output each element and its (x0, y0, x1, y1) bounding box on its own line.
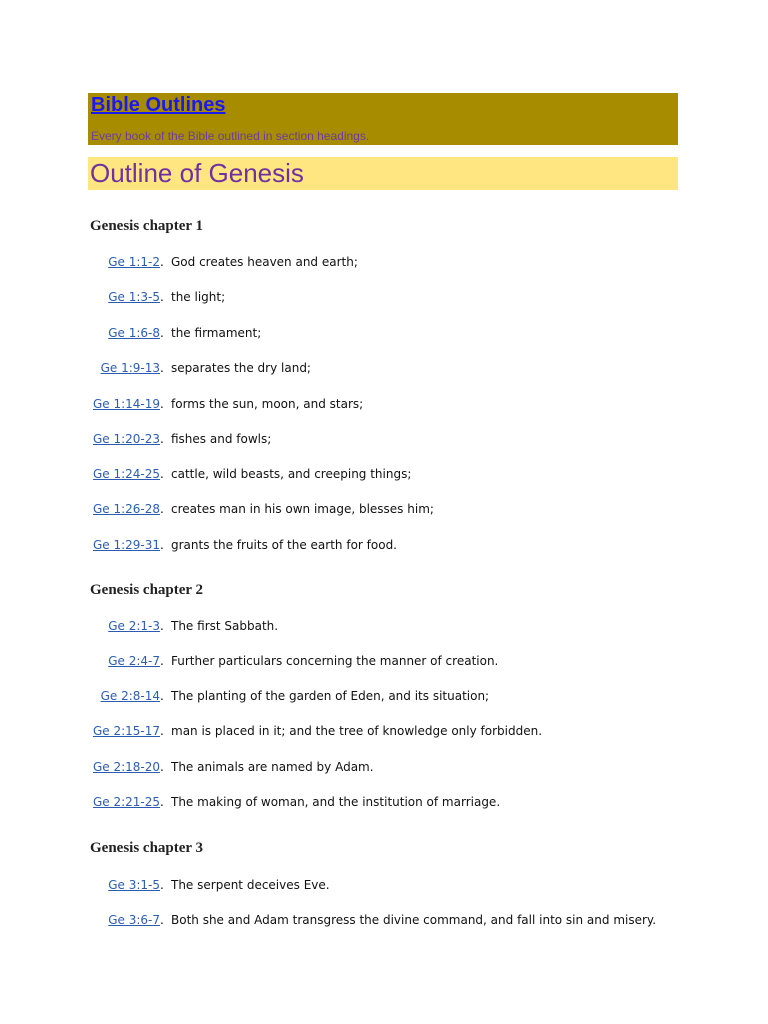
list-item: Ge 1:24-25 . cattle, wild beasts, and creeping things; (92, 467, 412, 481)
verse-link[interactable]: Ge 1:1-2 (108, 255, 160, 269)
verse-link[interactable]: Ge 2:4-7 (108, 654, 160, 668)
chapter-heading: Genesis chapter 3 (90, 840, 204, 856)
section-description: The serpent deceives Eve. (171, 878, 330, 892)
list-item: Ge 2:21-25 . The making of woman, and the institution of marriage. (92, 795, 501, 809)
list-item: Ge 2:1-3 . The first Sabbath. (108, 619, 279, 633)
verse-link[interactable]: Ge 1:9-13 (100, 361, 160, 375)
page-title-box (88, 157, 678, 190)
verse-link[interactable]: Ge 1:20-23 (92, 432, 160, 446)
list-item: Ge 2:8-14 . The planting of the garden of Eden, and its situation; (100, 689, 490, 703)
section-description: grants the fruits of the earth for food. (171, 538, 397, 552)
section-description: the light; (171, 290, 226, 304)
section-description: The animals are named by Adam. (171, 760, 374, 774)
list-item: Ge 2:15-17 . man is placed in it; and the tree of knowledge only forbidden. (92, 724, 543, 738)
section-description: Further particulars concerning the manner of creation. (171, 654, 499, 668)
section-description: The first Sabbath. (171, 619, 279, 633)
list-item: Ge 1:14-19 . forms the sun, moon, and stars; (92, 397, 364, 411)
section-description: The planting of the garden of Eden, and its situation; (171, 689, 490, 703)
verse-link[interactable]: Ge 1:6-8 (108, 326, 160, 340)
site-subtitle: Every book of the Bible outlined in section headings. (91, 129, 370, 143)
list-item: Ge 1:3-5 . the light; (108, 290, 226, 304)
list-item: Ge 1:9-13 . separates the dry land; (100, 361, 311, 375)
list-item: Ge 1:1-2 . God creates heaven and earth; (108, 255, 358, 269)
section-description: The making of woman, and the institution of marriage. (171, 795, 501, 809)
section-description: Both she and Adam transgress the divine command, and fall into sin and misery. (171, 913, 657, 927)
verse-link[interactable]: Ge 1:29-31 (92, 538, 160, 552)
list-item: Ge 1:26-28 . creates man in his own image, blesses him; (92, 502, 434, 516)
site-banner (88, 93, 678, 145)
verse-link[interactable]: Ge 2:1-3 (108, 619, 160, 633)
chapter-heading: Genesis chapter 2 (90, 582, 204, 598)
verse-link[interactable]: Ge 1:24-25 (92, 467, 160, 481)
verse-link[interactable]: Ge 1:3-5 (108, 290, 160, 304)
verse-link[interactable]: Ge 2:21-25 (92, 795, 160, 809)
section-description: forms the sun, moon, and stars; (171, 397, 364, 411)
section-description: God creates heaven and earth; (171, 255, 358, 269)
list-item: Ge 1:20-23 . fishes and fowls; (92, 432, 272, 446)
verse-link[interactable]: Ge 2:8-14 (100, 689, 160, 703)
verse-link[interactable]: Ge 1:26-28 (92, 502, 160, 516)
section-description: fishes and fowls; (171, 432, 272, 446)
section-description: creates man in his own image, blesses him; (171, 502, 434, 516)
list-item: Ge 2:18-20 . The animals are named by Adam. (92, 760, 374, 774)
chapter-heading: Genesis chapter 1 (90, 218, 204, 234)
list-item: Ge 3:6-7 . Both she and Adam transgress the divine command, and fall into sin and misery. (108, 913, 657, 927)
site-title-link[interactable]: Bible Outlines (91, 94, 226, 116)
section-description: cattle, wild beasts, and creeping things; (171, 467, 412, 481)
verse-link[interactable]: Ge 2:15-17 (92, 724, 160, 738)
verse-link[interactable]: Ge 3:6-7 (108, 913, 160, 927)
page-title: Outline of Genesis (90, 158, 304, 188)
verse-link[interactable]: Ge 2:18-20 (92, 760, 160, 774)
list-item: Ge 3:1-5 . The serpent deceives Eve. (108, 878, 330, 892)
list-item: Ge 2:4-7 . Further particulars concerning the manner of creation. (108, 654, 499, 668)
section-description: man is placed in it; and the tree of knowledge only forbidden. (171, 724, 543, 738)
list-item: Ge 1:6-8 . the firmament; (108, 326, 262, 340)
verse-link[interactable]: Ge 3:1-5 (108, 878, 160, 892)
list-item: Ge 1:29-31 . grants the fruits of the earth for food. (92, 538, 397, 552)
section-description: separates the dry land; (171, 361, 311, 375)
verse-link[interactable]: Ge 1:14-19 (92, 397, 160, 411)
section-description: the firmament; (171, 326, 262, 340)
